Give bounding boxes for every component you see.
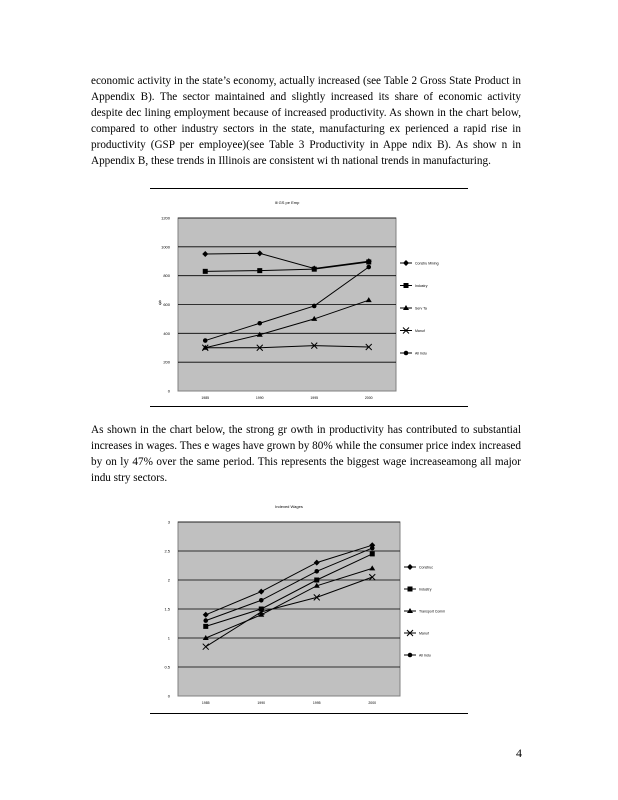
chart-1-legend-entry: Manuf [415, 329, 425, 333]
chart-2-legend-entry: Transport Comm [419, 609, 446, 614]
chart-2-data-point [203, 618, 208, 623]
chart-2-y-tick-label: 0.5 [164, 664, 170, 670]
chart-2-data-point [203, 624, 208, 629]
chart-1-y-tick-label: 1200 [161, 215, 170, 221]
chart-1-data-point [312, 267, 317, 272]
chart-2-legend-entry: Industry [419, 587, 432, 592]
chart-1-y-tick-label: 800 [163, 273, 170, 279]
chart-1-x-tick-label: 1990 [255, 396, 264, 400]
chart-2-y-tick-label: 2 [167, 577, 170, 583]
chart-1-y-tick-label: 600 [163, 302, 170, 307]
chart-1-data-point [257, 321, 262, 326]
chart-1-y-tick-label: 0 [167, 388, 170, 394]
chart-2-legend-marker [407, 564, 413, 570]
productivity-chart [150, 189, 468, 405]
body-paragraph-2: As shown in the chart below, the strong gr owth in productivity has contributed to substantial increases in wages. Thes e wages have grown by 80% while the consumer price index increased by on ly 47% over the same period. This represents the biggest wage increaseamong all major indu stry sectors. [91, 424, 521, 484]
chart-2-y-tick-label: 1 [167, 635, 170, 641]
chart-2-x-tick-label: 2000 [368, 701, 377, 705]
body-paragraph-1: economic activity in the state’s economy, actually increased (see Table 2 Gross State Product in Appendix B). The sector maintained and slightly increased its share of economic activity despite dec lining employment because of increased productivity. As shown in the chart below, compared to other industry sectors in the state, manufacturing ex perienced a rapid rise in productivity (GSP per employee)(see Table 3 Productivity in Appe ndix B). As show n in Appendix B, these trends in Illinois are consistent wi th national trends in manufacturing. [91, 75, 521, 167]
chart-2-bottom-rule [150, 713, 468, 714]
chart-1-data-point [257, 268, 262, 273]
chart-1-data-point [312, 304, 317, 309]
chart-1-legend-marker [403, 260, 409, 266]
chart-1-bottom-rule [150, 406, 468, 407]
chart-1-legend-marker [404, 351, 409, 356]
chart-1-y-axis-label: $ [158, 300, 162, 307]
chart-1-x-tick-label: 2000 [364, 396, 373, 400]
chart-1-legend-marker [404, 283, 409, 288]
chart-2-y-tick-label: 1.5 [164, 606, 170, 612]
chart-1-y-tick-label: 1000 [161, 244, 170, 250]
chart-1-data-point [366, 265, 371, 270]
chart-2-y-tick-label: 0 [167, 693, 170, 699]
chart-2-x-tick-label: 1985 [201, 701, 210, 705]
chart-2-data-point [314, 569, 319, 574]
chart-2-data-point [314, 578, 319, 583]
chart-2-data-point [370, 546, 375, 551]
chart-1-legend-entry: Industry [415, 284, 428, 288]
chart-2-x-tick-label: 1995 [312, 701, 321, 705]
chart-2-legend-marker [408, 587, 413, 592]
chart-2-legend-marker [408, 653, 413, 658]
chart-1-data-point [203, 269, 208, 274]
chart-1-x-tick-label: 1985 [201, 396, 210, 400]
chart-2-legend-entry: Manuf [419, 631, 429, 636]
chart-2-data-point [259, 598, 264, 603]
chart-2-data-point [370, 551, 375, 556]
chart-1-legend-entry: Constru Mining [415, 261, 439, 266]
chart-1-legend-entry: Serv Ta [415, 306, 427, 311]
page-number: 4 [516, 746, 522, 760]
chart-2-y-tick-label: 3 [167, 519, 170, 525]
chart-1-title: Ill GS pe Emp [274, 200, 300, 205]
chart-1-y-tick-label: 200 [163, 359, 170, 365]
chart-1-data-point [366, 259, 371, 264]
chart-2-title: Indexed Wages [275, 504, 303, 509]
chart-2-y-tick-label: 2.5 [164, 548, 170, 554]
wages-chart [150, 496, 468, 712]
chart-2-legend-entry: Construc [419, 565, 434, 570]
chart-2-legend-entry: All Indu [419, 653, 431, 658]
chart-2-x-tick-label: 1990 [257, 701, 266, 705]
chart-1-legend-entry: All Indu [415, 351, 427, 356]
chart-1-y-tick-label: 400 [163, 330, 170, 336]
chart-1-data-point [203, 338, 208, 343]
chart-1-x-tick-label: 1995 [310, 396, 319, 400]
